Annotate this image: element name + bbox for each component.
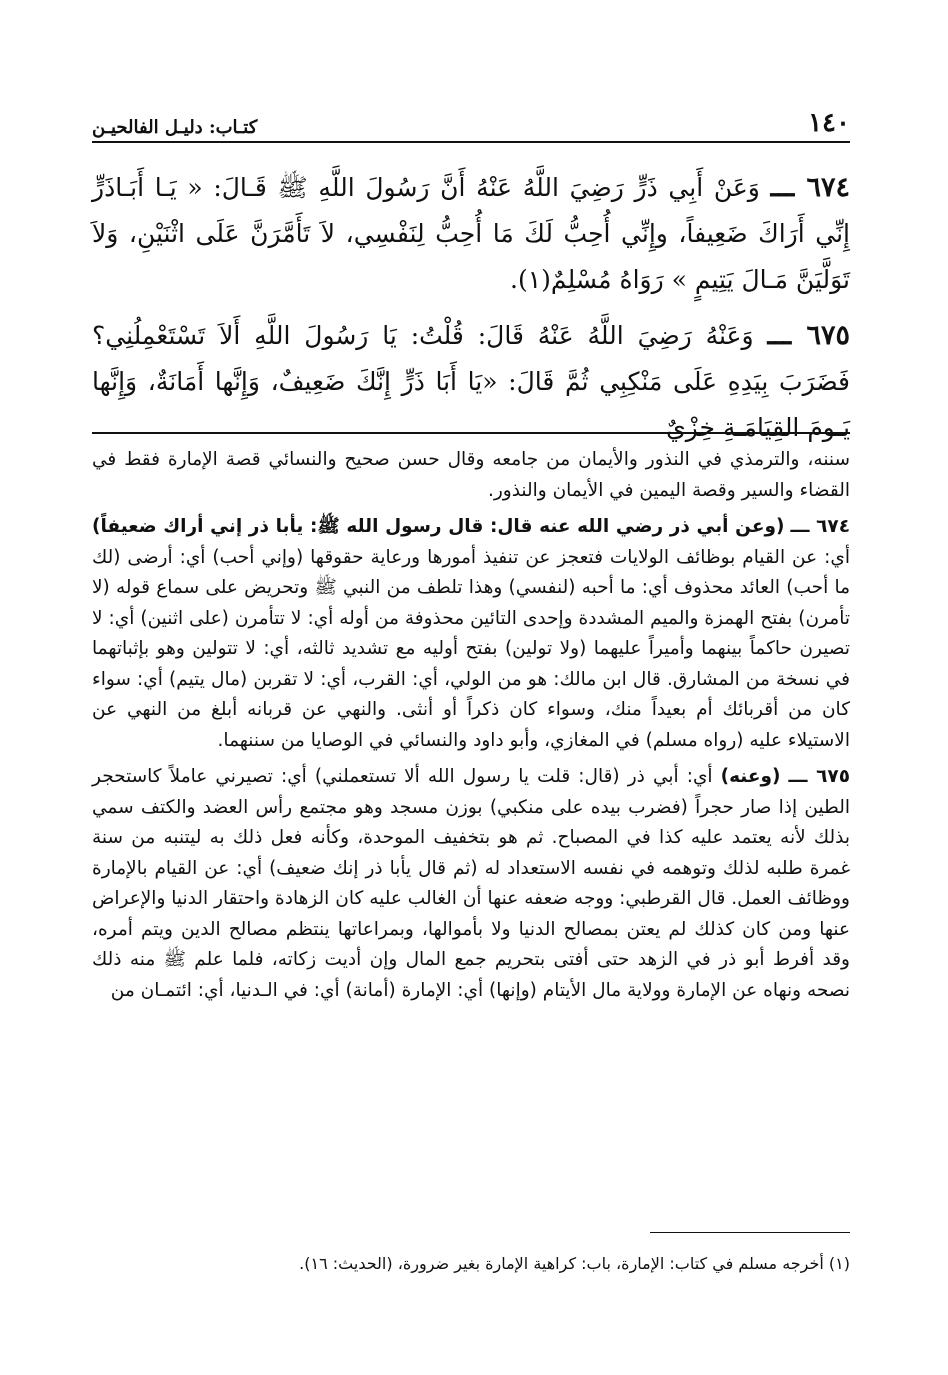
commentary-number: ٦٧٤ ـــ xyxy=(790,516,850,537)
book-title: كتـاب: دليـل الفالحيـن xyxy=(92,117,258,138)
commentary-lead: (وعن أبي ذر رضي الله عنه قال: قال رسول الله ﷺ: يأبا ذر إني أراك ضعيفاً) xyxy=(92,516,785,537)
commentary-text: سننه، والترمذي في النذور والأيمان من جامعه وقال حسن صحيح والنسائي قصة الإمارة فقط في القضاء والسير وقصة اليمين في الأيمان والنذور. xyxy=(92,449,850,501)
commentary-text: أي: أبي ذر (قال: قلت يا رسول الله ألا تستعملني) أي: تصيرني عاملاً كاستحجر الطين إذا صار حجراً (فضرب بيده على منكبي) بوزن مسجد وهو مجتمع رأس العضد والكتف سمي بذلك لأنه يعتمد عليه كذا في المصباح. ثم هو بتخفيف الموحدة، وكأنه فعل ذلك به ليتنبه من سنة غمرة طلبه لذلك وتوهمه في نفسه الاستعداد له (ثم قال يأبا ذر إنك ضعيف) أي: عن القيام بالإمارة ووظائف العمل. قال القرطبي: ووجه ضعفه عنها أن الغالب عليه كان الزهادة واحتقار الدنيا والإعراض عنها ومن كان كذلك لم يعتن بمصالح الدنيا ولا بأموالها، وبمراعاتها ينتظم مصالح الدين ويتم أمره، وقد أفرط أبو ذر في الزهد حتى أفتى بتحريم جمع المال وإن أديت زكاته، فلما علم ﷺ منه ذلك نصحه ونهاه عن الإمارة وولاية مال الأيتام (وإنها) أي: الإمارة (أمانة) أي: في الـدنيا، أي: ائتمـان من xyxy=(92,766,850,1001)
footnote: (١) أخرجه مسلم في كتاب: الإمارة، باب: كراهية الإمارة بغير ضرورة، (الحديث: ١٦). xyxy=(299,1254,850,1273)
page-number: ١٤٠ xyxy=(808,108,850,138)
footnote-divider xyxy=(650,1232,850,1233)
commentary-lead: (وعنه) xyxy=(720,766,781,787)
hadith-number: ٦٧٥ ـــ xyxy=(767,320,851,351)
commentary-divider xyxy=(92,432,850,434)
commentary-674 xyxy=(92,512,850,756)
hadith-674 xyxy=(92,165,850,303)
hadith-body: وَعَنْهُ رَضِيَ اللَّهُ عَنْهُ قَالَ: قُلْتُ: يَا رَسُولَ اللَّهِ أَلاَ تَسْتَعْمِلُنِي؟ فَضَرَبَ بِيَدِهِ عَلَى مَنْكِبِي ثُمَّ قَالَ: «يَا أَبَا ذَرٍّ إِنَّكَ ضَعِيفٌ، وَإِنَّها أَمَانَةٌ، وَإِنَّها يَـومَ القِيَامَـةِ خِزْيٌ xyxy=(92,321,850,442)
commentary-text: أي: عن القيام بوظائف الولايات فتعجز عن تنفيذ أمورها ورعاية حقوقها (وإني أحب) أي: أرضى (لك ما أحب) العائد محذوف أي: ما أحبه (لنفسي) وهذا تلطف من النبي ﷺ وتحريض على سماع قوله (لا تأمرن) بفتح الهمزة والميم المشددة وإحدى التائين محذوفة من أوله أي: لا تتأمرن (على اثنين) أي: لا تصيرن حاكماً بينهما وأميراً عليهما (ولا تولين) بفتح أوليه مع تشديد ثالثه، أي: لا تتولين وهو بإثباتهما في نسخة من المشارق. قال ابن مالك: هو من الولي، أي: القرب، أي: لا تقربن (مال يتيم) أي: سواء كان من أقربائك أم بعيداً منك، وسواء كان ذكراً أو أنثى. والنهي عن قربانه أبلغ من النهي عن الاستيلاء عليه (رواه مسلم) في المغازي، وأبو داود والنسائي في الوصايا من سننهما. xyxy=(92,546,850,751)
page-header xyxy=(92,98,850,138)
hadith-body: وَعَنْ أَبِي ذَرٍّ رَضِيَ اللَّهُ عَنْهُ أَنَّ رَسُولَ اللَّهِ ﷺ قَـالَ: « يَـا أَبَـاذَرٍّ إِنِّي أَرَاكَ ضَعِيفاً، وإِنِّي أُحِبُّ لَكَ مَا أُحِبُّ لِنَفْسِي، لاَ تَأَمَّرَنَّ عَلَى اثْنَيْنِ، وَلاَ تَوَلَّيَنَّ مَـالَ يَتِيمٍ » رَوَاهُ مُسْلِمٌ(١). xyxy=(92,173,850,294)
hadith-675 xyxy=(92,313,850,451)
commentary-continuation xyxy=(92,445,850,506)
commentary-block xyxy=(92,445,850,1012)
header-divider xyxy=(92,141,850,143)
hadith-number: ٦٧٤ ـــ xyxy=(770,172,850,203)
commentary-number: ٦٧٥ ـــ xyxy=(788,766,850,787)
hadith-text-block xyxy=(92,165,850,461)
commentary-675 xyxy=(92,762,850,1006)
